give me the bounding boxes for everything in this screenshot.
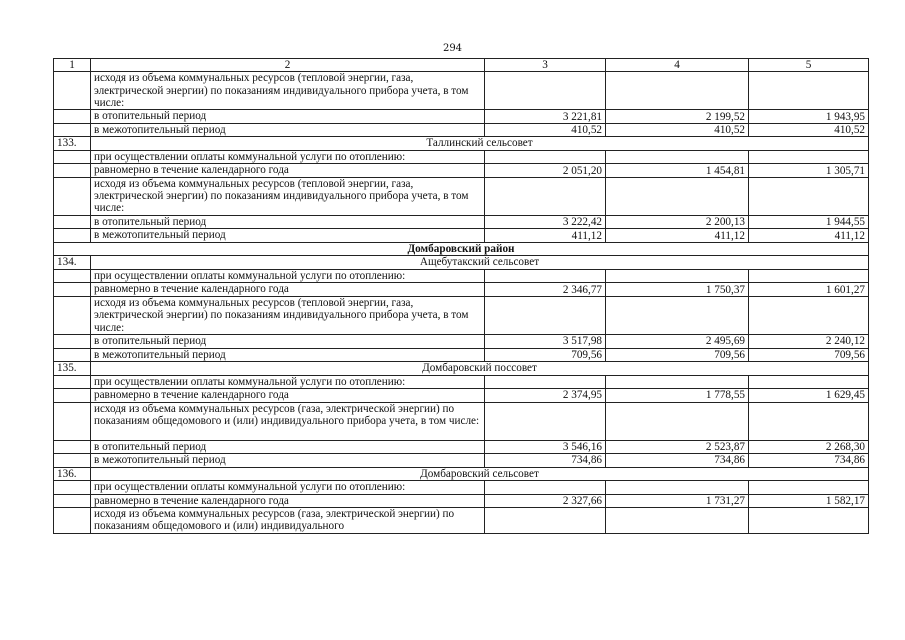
row-number-cell [54, 389, 91, 403]
value-cell-col4: 709,56 [606, 348, 749, 362]
value-cell-col3 [485, 375, 606, 389]
table-row [54, 481, 869, 495]
value-cell-col3: 734,86 [485, 454, 606, 468]
section-number: 136. [54, 467, 91, 481]
value-cell-col5: 410,52 [749, 123, 869, 137]
section-row [54, 137, 869, 151]
value-cell-col3: 2 327,66 [485, 494, 606, 508]
column-header: 1 [54, 59, 91, 72]
description-cell: в отопительный период [91, 215, 485, 229]
value-cell-col3 [485, 402, 606, 440]
value-cell-col5: 411,12 [749, 229, 869, 243]
row-number-cell [54, 335, 91, 349]
table-row [54, 389, 869, 403]
header-row [54, 59, 869, 72]
district-row [54, 242, 869, 256]
value-cell-col5: 1 944,55 [749, 215, 869, 229]
description-cell: исходя из объема коммунальных ресурсов (газа, электрической энергии) по показаниям общедомового и (или) индивидуального прибора учета, в том числе: [91, 402, 485, 440]
row-number-cell [54, 481, 91, 495]
value-cell-col4 [606, 481, 749, 495]
value-cell-col3: 3 517,98 [485, 335, 606, 349]
value-cell-col5 [749, 269, 869, 283]
row-number-cell [54, 508, 91, 534]
description-cell: при осуществлении оплаты коммунальной услуги по отоплению: [91, 481, 485, 495]
description-cell: равномерно в течение календарного года [91, 494, 485, 508]
description-cell: в отопительный период [91, 440, 485, 454]
description-cell: в межотопительный период [91, 348, 485, 362]
description-cell: в межотопительный период [91, 454, 485, 468]
table-row [54, 110, 869, 124]
table-row [54, 335, 869, 349]
value-cell-col5: 1 601,27 [749, 283, 869, 297]
table-row [54, 164, 869, 178]
row-number-cell [54, 229, 91, 243]
value-cell-col3: 3 546,16 [485, 440, 606, 454]
value-cell-col5: 1 629,45 [749, 389, 869, 403]
value-cell-col3: 410,52 [485, 123, 606, 137]
value-cell-col4: 1 778,55 [606, 389, 749, 403]
value-cell-col4: 411,12 [606, 229, 749, 243]
row-number-cell [54, 72, 91, 110]
value-cell-col4: 2 523,87 [606, 440, 749, 454]
row-number-cell [54, 375, 91, 389]
description-cell: исходя из объема коммунальных ресурсов (тепловой энергии, газа, электрической энергии) по показаниям индивидуального прибора учета, в том числе: [91, 296, 485, 334]
column-header: 4 [606, 59, 749, 72]
description-cell: в отопительный период [91, 110, 485, 124]
value-cell-col4: 734,86 [606, 454, 749, 468]
description-cell: исходя из объема коммунальных ресурсов (тепловой энергии, газа, электрической энергии) по показаниям индивидуального прибора учета, в том числе: [91, 177, 485, 215]
column-header: 2 [91, 59, 485, 72]
value-cell-col3: 2 346,77 [485, 283, 606, 297]
description-cell: исходя из объема коммунальных ресурсов (газа, электрической энергии) по показаниям общедомового и (или) индивидуального [91, 508, 485, 534]
table-row [54, 375, 869, 389]
value-cell-col4 [606, 402, 749, 440]
table-row [54, 296, 869, 334]
value-cell-col5: 1 943,95 [749, 110, 869, 124]
column-header: 3 [485, 59, 606, 72]
table-row [54, 229, 869, 243]
row-number-cell [54, 348, 91, 362]
description-cell: исходя из объема коммунальных ресурсов (тепловой энергии, газа, электрической энергии) по показаниям индивидуального прибора учета, в том числе: [91, 72, 485, 110]
description-cell: равномерно в течение календарного года [91, 164, 485, 178]
row-number-cell [54, 402, 91, 440]
value-cell-col5 [749, 375, 869, 389]
table-row [54, 150, 869, 164]
section-row [54, 467, 869, 481]
value-cell-col4 [606, 296, 749, 334]
value-cell-col5: 2 240,12 [749, 335, 869, 349]
description-cell: в межотопительный период [91, 123, 485, 137]
section-title: Домбаровский поссовет [91, 362, 869, 376]
value-cell-col4 [606, 375, 749, 389]
section-number: 133. [54, 137, 91, 151]
row-number-cell [54, 269, 91, 283]
table-row [54, 72, 869, 110]
table-row [54, 508, 869, 534]
value-cell-col3: 2 051,20 [485, 164, 606, 178]
section-title: Домбаровский сельсовет [91, 467, 869, 481]
description-cell: в отопительный период [91, 335, 485, 349]
row-number-cell [54, 283, 91, 297]
value-cell-col3: 411,12 [485, 229, 606, 243]
value-cell-col5: 1 305,71 [749, 164, 869, 178]
value-cell-col5: 734,86 [749, 454, 869, 468]
value-cell-col4: 1 750,37 [606, 283, 749, 297]
value-cell-col5 [749, 481, 869, 495]
value-cell-col3: 3 222,42 [485, 215, 606, 229]
value-cell-col5: 2 268,30 [749, 440, 869, 454]
table-row [54, 269, 869, 283]
value-cell-col3 [485, 508, 606, 534]
section-title: Ащебутакский сельсовет [91, 256, 869, 270]
row-number-cell [54, 215, 91, 229]
value-cell-col4 [606, 177, 749, 215]
value-cell-col5 [749, 150, 869, 164]
value-cell-col4: 2 199,52 [606, 110, 749, 124]
table-row [54, 440, 869, 454]
row-number-cell [54, 440, 91, 454]
value-cell-col5 [749, 508, 869, 534]
column-header: 5 [749, 59, 869, 72]
value-cell-col5: 709,56 [749, 348, 869, 362]
value-cell-col4: 1 454,81 [606, 164, 749, 178]
district-title: Домбаровский район [54, 242, 869, 256]
value-cell-col3 [485, 150, 606, 164]
section-row [54, 256, 869, 270]
section-number: 134. [54, 256, 91, 270]
value-cell-col5: 1 582,17 [749, 494, 869, 508]
value-cell-col4 [606, 508, 749, 534]
value-cell-col3 [485, 72, 606, 110]
value-cell-col4: 2 495,69 [606, 335, 749, 349]
table-row [54, 215, 869, 229]
value-cell-col4 [606, 150, 749, 164]
section-title: Таллинский сельсовет [91, 137, 869, 151]
description-cell: в межотопительный период [91, 229, 485, 243]
tariff-table [53, 58, 869, 534]
value-cell-col4: 410,52 [606, 123, 749, 137]
table-row [54, 454, 869, 468]
table-row [54, 402, 869, 440]
row-number-cell [54, 110, 91, 124]
description-cell: при осуществлении оплаты коммунальной услуги по отоплению: [91, 375, 485, 389]
row-number-cell [54, 296, 91, 334]
table-row [54, 348, 869, 362]
value-cell-col3: 709,56 [485, 348, 606, 362]
value-cell-col3: 2 374,95 [485, 389, 606, 403]
description-cell: равномерно в течение календарного года [91, 283, 485, 297]
value-cell-col4 [606, 269, 749, 283]
description-cell: равномерно в течение календарного года [91, 389, 485, 403]
table-row [54, 123, 869, 137]
value-cell-col5 [749, 177, 869, 215]
row-number-cell [54, 454, 91, 468]
value-cell-col4 [606, 72, 749, 110]
value-cell-col5 [749, 72, 869, 110]
table-row [54, 494, 869, 508]
row-number-cell [54, 494, 91, 508]
value-cell-col4: 1 731,27 [606, 494, 749, 508]
section-number: 135. [54, 362, 91, 376]
section-row [54, 362, 869, 376]
row-number-cell [54, 123, 91, 137]
row-number-cell [54, 150, 91, 164]
value-cell-col4: 2 200,13 [606, 215, 749, 229]
value-cell-col3 [485, 177, 606, 215]
value-cell-col3 [485, 269, 606, 283]
value-cell-col5 [749, 402, 869, 440]
row-number-cell [54, 177, 91, 215]
row-number-cell [54, 164, 91, 178]
value-cell-col3: 3 221,81 [485, 110, 606, 124]
table-row [54, 177, 869, 215]
description-cell: при осуществлении оплаты коммунальной услуги по отоплению: [91, 150, 485, 164]
table-row [54, 283, 869, 297]
page-number: 294 [442, 43, 463, 54]
description-cell: при осуществлении оплаты коммунальной услуги по отоплению: [91, 269, 485, 283]
value-cell-col5 [749, 296, 869, 334]
value-cell-col3 [485, 296, 606, 334]
value-cell-col3 [485, 481, 606, 495]
